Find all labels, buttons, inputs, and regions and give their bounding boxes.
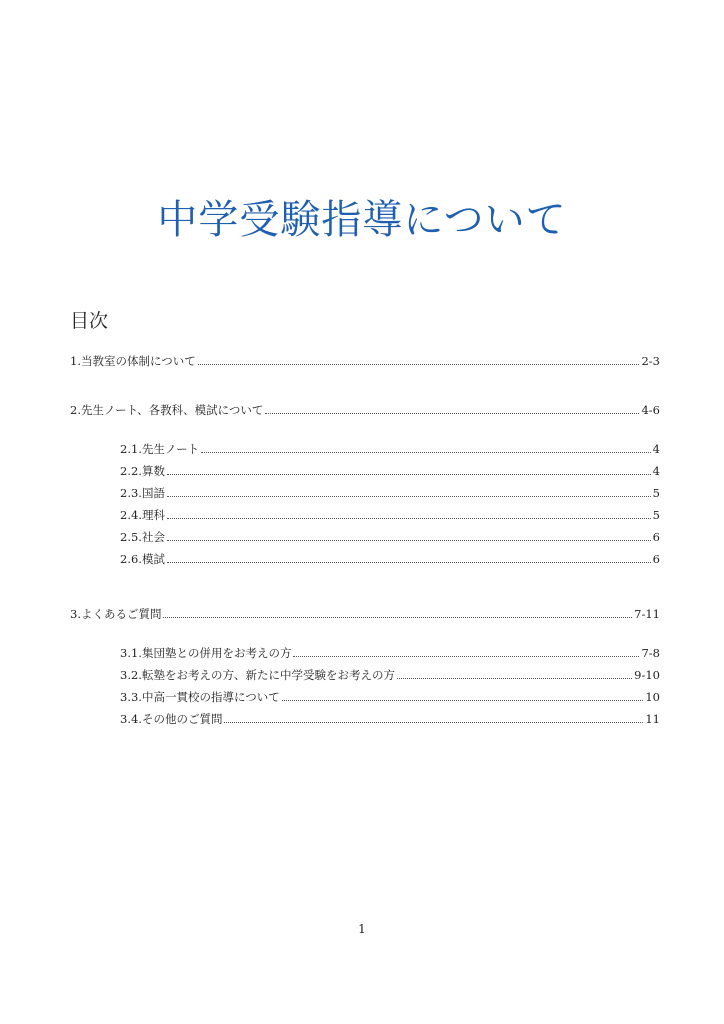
toc-dot-leader <box>282 699 644 701</box>
toc-dot-leader <box>198 363 640 365</box>
toc-dot-leader <box>167 539 651 541</box>
toc-dot-leader <box>265 412 639 414</box>
toc-entry-page: 4 <box>652 442 660 456</box>
toc-dot-leader <box>167 495 651 497</box>
toc-entry-page: 6 <box>652 552 660 566</box>
toc-entry-page: 4-6 <box>641 403 660 417</box>
toc-dot-leader <box>163 616 632 618</box>
page-title: 中学受験指導について <box>157 197 567 243</box>
toc-entry-page: 11 <box>645 712 660 726</box>
toc-entry-label: 3.3.中高一貫校の指導について <box>120 690 280 704</box>
toc-entry-page: 7-8 <box>641 646 660 660</box>
toc-entry-label: 3.よくあるご質問 <box>70 607 162 621</box>
toc-entry-3-2[interactable] <box>120 667 660 683</box>
toc-entry-label: 3.4.その他のご質問 <box>120 712 223 726</box>
toc-entry-label: 1.当教室の体制について <box>70 354 196 368</box>
toc-entry-label: 3.2.転塾をお考えの方、新たに中学受験をお考えの方 <box>120 668 395 682</box>
toc-entry-page: 9-10 <box>634 668 660 682</box>
toc-dot-leader <box>201 451 651 453</box>
toc-dot-leader <box>167 561 651 563</box>
toc-entry-page: 2-3 <box>641 354 660 368</box>
toc-dot-leader <box>397 677 632 679</box>
page-number: 1 <box>358 922 366 936</box>
toc-entry-2-4[interactable] <box>120 507 660 523</box>
toc-entry-label: 2.3.国語 <box>120 486 165 500</box>
toc-entry-page: 5 <box>652 486 660 500</box>
toc-entry-label: 2.1.先生ノート <box>120 442 200 456</box>
toc-dot-leader <box>224 721 643 723</box>
toc-dot-leader <box>167 473 651 475</box>
toc-entry-label: 2.4.理科 <box>120 508 165 522</box>
toc-dot-leader <box>293 655 639 657</box>
toc-entry-page: 6 <box>652 530 660 544</box>
toc-heading: 目次 <box>70 310 109 332</box>
toc-entry-label: 2.先生ノート、各教科、模試について <box>70 403 264 417</box>
toc-entry-2-6[interactable] <box>120 551 660 567</box>
toc-entry-2-5[interactable] <box>120 529 660 545</box>
toc-entry-3-4[interactable] <box>120 711 660 727</box>
toc-entry-page: 7-11 <box>634 607 660 621</box>
toc-entry-page: 5 <box>652 508 660 522</box>
toc-entry-label: 3.1.集団塾との併用をお考えの方 <box>120 646 292 660</box>
toc-entry-2-1[interactable] <box>120 441 660 457</box>
toc-entry-3-1[interactable] <box>120 645 660 661</box>
toc-entry-3[interactable] <box>70 606 660 622</box>
toc-entry-2-3[interactable] <box>120 485 660 501</box>
toc-entry-label: 2.6.模試 <box>120 552 165 566</box>
toc-entry-2[interactable] <box>70 402 660 418</box>
toc-entry-2-2[interactable] <box>120 463 660 479</box>
toc-entry-3-3[interactable] <box>120 689 660 705</box>
toc-dot-leader <box>167 517 651 519</box>
toc-entry-page: 4 <box>652 464 660 478</box>
toc-entry-page: 10 <box>645 690 660 704</box>
toc-entry-label: 2.2.算数 <box>120 464 165 478</box>
toc-entry-label: 2.5.社会 <box>120 530 165 544</box>
toc-entry-1[interactable] <box>70 353 660 369</box>
